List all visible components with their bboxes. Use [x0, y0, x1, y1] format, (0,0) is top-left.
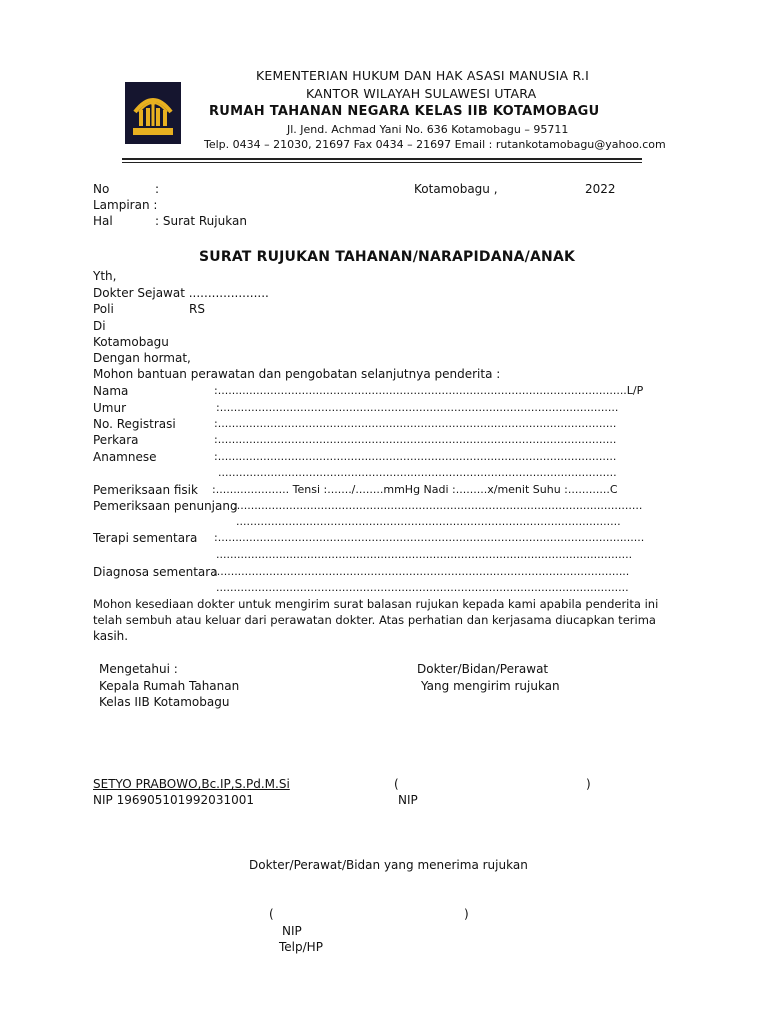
- closing-line-2: telah sembuh atau keluar dari perawatan dokter. Atas perhatian dan kerjasama diucapkan terima: [93, 613, 656, 627]
- field-value-diagnosa: :......................................................................................................................: [213, 565, 630, 578]
- letterhead-rule-thick: [122, 158, 642, 160]
- receiver-open-paren: (: [269, 907, 274, 921]
- field-label-fisik: Pemeriksaan fisik: [93, 483, 198, 497]
- intro-text: Mohon bantuan perawatan dan pengobatan selanjutnya penderita :: [93, 367, 501, 381]
- letter-number-label: No: [93, 182, 110, 196]
- salutation-yth: Yth,: [93, 269, 117, 283]
- field-label-diagnosa: Diagnosa sementara: [93, 565, 218, 579]
- ministry-name: KEMENTERIAN HUKUM DAN HAK ASASI MANUSIA R.I: [256, 68, 589, 83]
- field-value-diagnosa-cont: ......................................................................................................................: [216, 581, 629, 594]
- letter-number-colon: :: [155, 182, 160, 196]
- greeting: Dengan hormat,: [93, 351, 191, 365]
- field-value-terapi: :..........................................................................................................................: [214, 531, 645, 544]
- receiver-close-paren: ): [464, 907, 469, 921]
- document-title: SURAT RUJUKAN TAHANAN/NARAPIDANA/ANAK: [199, 249, 576, 265]
- pengayoman-logo: [125, 82, 181, 144]
- letterhead-rule-thin: [122, 162, 642, 163]
- field-label-nama: Nama: [93, 384, 129, 398]
- field-value-nama: :.....................................................................................................................L/P: [214, 384, 644, 397]
- field-value-perkara: :..................................................................................................................: [214, 433, 617, 446]
- field-label-registrasi: No. Registrasi: [93, 417, 176, 431]
- sign-left-known: Mengetahui :: [99, 662, 178, 676]
- addressee-rs: RS: [189, 302, 205, 316]
- sign-right-close-paren: ): [586, 777, 591, 791]
- logo-caption: PENGAYOMAN: [133, 136, 173, 142]
- receiver-nip: NIP: [282, 924, 302, 938]
- letter-year: 2022: [585, 182, 616, 196]
- place-date: Kotamobagu ,: [414, 182, 498, 196]
- field-value-anamnese-cont: ..................................................................................................................: [218, 466, 617, 479]
- field-value-registrasi: :..................................................................................................................: [214, 417, 617, 430]
- field-value-penunjang-cont: ..............................................................................................................: [236, 515, 621, 528]
- field-label-perkara: Perkara: [93, 433, 139, 447]
- sign-left-position: Kepala Rumah Tahanan: [99, 679, 240, 693]
- sign-right-role: Dokter/Bidan/Perawat: [417, 662, 549, 676]
- field-label-terapi: Terapi sementara: [93, 531, 198, 545]
- field-value-umur: :..................................................................................................................: [216, 401, 619, 414]
- field-value-fisik: :..................... Tensi :......./........mmHg Nadi :.........x/menit Suhu :............C: [212, 483, 618, 496]
- sign-left-nip: NIP 196905101992031001: [93, 793, 254, 807]
- institution-name: RUMAH TAHANAN NEGARA KELAS IIB KOTAMOBAGU: [209, 104, 600, 119]
- subject-value: : Surat Rujukan: [155, 214, 247, 228]
- addressee-poli: Poli: [93, 302, 114, 316]
- regional-office: KANTOR WILAYAH SULAWESI UTARA: [306, 86, 537, 101]
- addressee-city: Kotamobagu: [93, 335, 169, 349]
- addressee-di: Di: [93, 319, 106, 333]
- field-label-anamnese: Anamnese: [93, 450, 157, 464]
- sign-left-name: SETYO PRABOWO,Bc.IP,S.Pd.M.Si: [93, 777, 290, 791]
- field-value-penunjang: :....................................................................................................................: [233, 499, 643, 512]
- addressee-doctor: Dokter Sejawat .....................: [93, 286, 269, 300]
- pengayoman-emblem-icon: [125, 82, 181, 144]
- receiver-phone: Telp/HP: [279, 940, 323, 954]
- attachment-label: Lampiran :: [93, 198, 158, 212]
- field-value-terapi-cont: .......................................................................................................................: [216, 548, 633, 561]
- field-label-penunjang: Pemeriksaan penunjang: [93, 499, 238, 513]
- sign-right-nip: NIP: [398, 793, 418, 807]
- receiver-title: Dokter/Perawat/Bidan yang menerima rujukan: [249, 858, 528, 872]
- sign-right-open-paren: (: [394, 777, 399, 791]
- institution-address: Jl. Jend. Achmad Yani No. 636 Kotamobagu – 95711: [287, 123, 569, 136]
- closing-line-3: kasih.: [93, 629, 129, 643]
- field-value-anamnese: :..................................................................................................................: [214, 450, 617, 463]
- subject-label: Hal: [93, 214, 113, 228]
- institution-contact: Telp. 0434 – 21030, 21697 Fax 0434 – 21697 Email : rutankotamobagu@yahoo.com: [204, 138, 666, 151]
- field-label-umur: Umur: [93, 401, 127, 415]
- sign-right-sender: Yang mengirim rujukan: [421, 679, 560, 693]
- closing-line-1: Mohon kesediaan dokter untuk mengirim surat balasan rujukan kepada kami apabila penderita ini: [93, 597, 659, 611]
- sign-left-unit: Kelas IIB Kotamobagu: [99, 695, 230, 709]
